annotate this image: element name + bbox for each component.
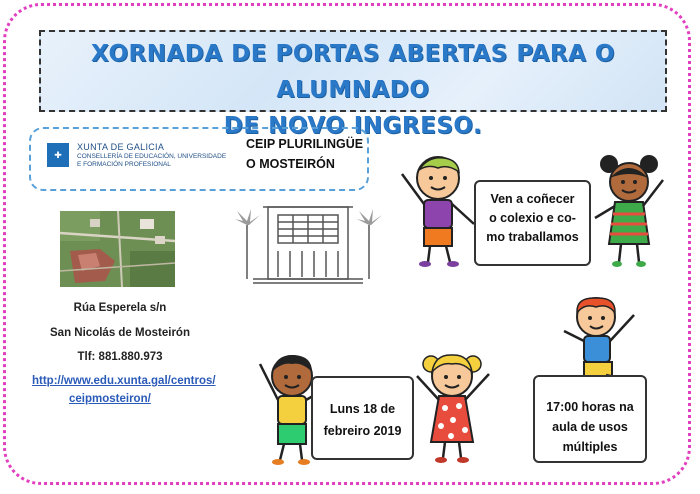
xunta-department: [77, 153, 247, 169]
xunta-dept-line-2: E FORMACIÓN PROFESIONAL: [77, 161, 171, 168]
xunta-name: XUNTA DE GALICIA: [77, 142, 165, 152]
date-line-1: Luns 18 de: [329, 402, 396, 416]
time-line-1: 17:00 horas na: [546, 400, 634, 414]
school-name-line-2: O MOSTEIRÓN: [246, 157, 335, 171]
time-bubble: [533, 375, 647, 463]
title-banner: [39, 30, 667, 139]
address-street: Rúa Esperela s/n: [73, 302, 167, 314]
time-line-3: múltiples: [562, 440, 618, 454]
invite-line-3: mo traballamos: [486, 230, 579, 244]
title-line-2: DE NOVO INGRESO.: [223, 113, 483, 139]
kid-striped-dress-illustration: [591, 152, 669, 270]
xunta-dept-line-1: CONSELLERÍA DE EDUCACIÓN, UNIVERSIDADE: [77, 153, 227, 160]
location-map: [60, 211, 175, 287]
time-line-2: aula de usos: [552, 420, 628, 434]
date-line-2: febreiro 2019: [323, 424, 402, 438]
address-town: San Nicolás de Mosteirón: [50, 327, 190, 339]
school-url-line-1[interactable]: http://www.edu.xunta.gal/centros/: [32, 375, 216, 387]
title-line-1: XORNADA DE PORTAS ABERTAS PARA O ALUMNADO: [91, 41, 615, 103]
school-name: [246, 134, 363, 174]
invite-bubble: [474, 180, 591, 266]
school-name-line-1: CEIP PLURILINGÜE: [246, 137, 364, 151]
invite-line-2: o colexio e co-: [489, 211, 576, 225]
date-bubble: [311, 376, 414, 460]
kid-polka-dress-illustration: [413, 346, 493, 466]
kid-purple-shirt-illustration: [398, 154, 478, 269]
invite-line-1: Ven a coñecer: [490, 192, 575, 206]
xunta-logo-icon: ✚: [47, 143, 69, 167]
address-phone: Tlf: 881.880.973: [77, 351, 163, 363]
school-building-icon: [233, 197, 383, 287]
school-url-line-2[interactable]: ceipmosteiron/: [69, 393, 151, 405]
